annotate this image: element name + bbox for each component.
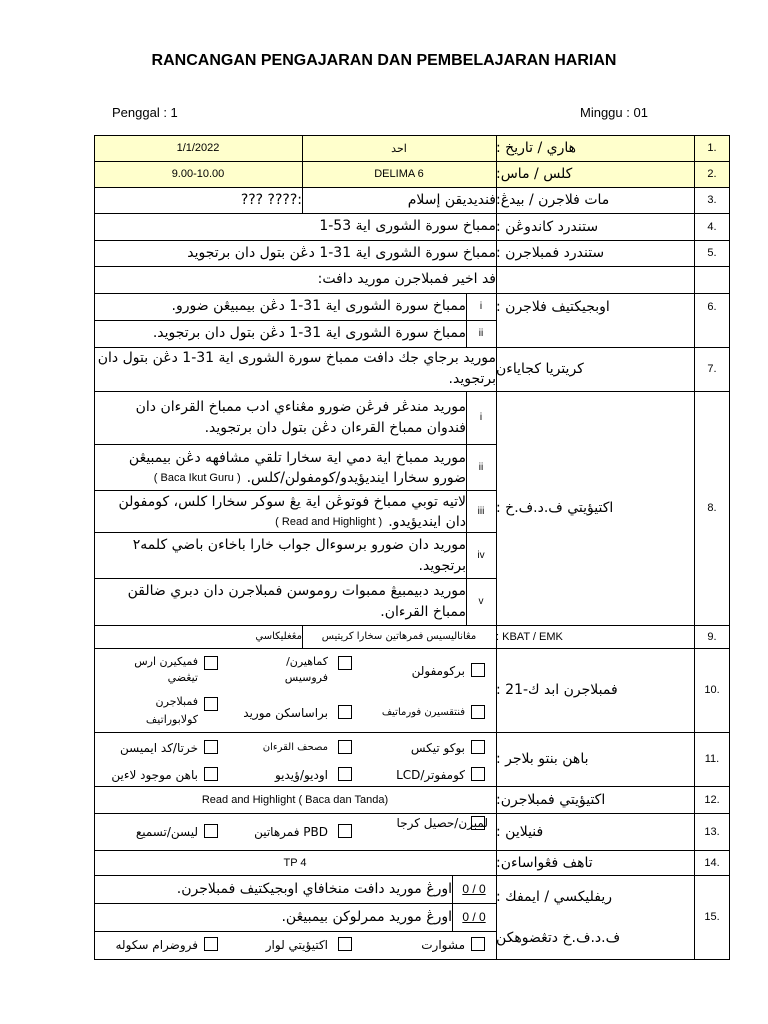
row13-label: فنيلاين : [496, 823, 544, 840]
activity-1-line2: فندوان ممباخ القرءان دڠن بتول دان برتجويد. [204, 420, 466, 436]
option-formative: فنتقسيرن فورماتيف [381, 707, 465, 718]
activity-roman-4: iv [477, 549, 485, 561]
activity-item-3 [94, 491, 474, 532]
class-value: DELIMA 6 [374, 168, 424, 180]
row15-label1: ريفليكسي / ايمفك : [496, 889, 613, 905]
row1-label: هاري / تاريخ : [496, 140, 577, 156]
option-school-program: فروضرام سكوله [115, 938, 198, 952]
option-chart-card: خرتا/كد ايميسن [120, 741, 198, 755]
row11-number: 11. [704, 753, 720, 765]
day-value: احد [391, 142, 407, 155]
row1-number: 1. [707, 142, 717, 154]
activity-roman-1: i [479, 412, 483, 423]
activity-4-line1: موريد دان ضورو برسوءال جواب خارا باخاءن باضي كلمه٢ [132, 536, 466, 553]
penggal-label: Penggal : 1 [112, 105, 178, 120]
row6-label: اوبجيكتيف فلاجرن : [496, 298, 610, 315]
option-audio-video: اوديو/ؤيديو [274, 768, 328, 782]
option-other-material: باهن موجود لاءين [111, 768, 198, 782]
row10-label: فمبلاجرن ابد ك-21 : [496, 682, 618, 698]
checkbox-formative[interactable] [471, 705, 485, 719]
kbat-application: مڠغليكاسي [255, 631, 302, 642]
row15-number: 15. [704, 911, 720, 923]
checkbox-computer-lcd[interactable] [471, 767, 485, 781]
row15-label2: ف.د.ف.خ دتڠضوهكن [496, 930, 621, 946]
activity-roman-2: ii [478, 461, 484, 473]
objective-item-1: ممباخ سورة الشورى اية 31-1 دڠن بيمبيڠن ضورو. [171, 298, 466, 314]
checkbox-student-based[interactable] [338, 705, 352, 719]
option-mushaf: مصحف القرءان [262, 742, 328, 753]
checkbox-outside-activity[interactable] [338, 937, 352, 951]
activity-roman-5: v [478, 596, 484, 607]
row2-label: كلس / ماس: [496, 166, 573, 182]
row4-number: 4. [707, 220, 717, 233]
activity-5-line1: موريد دبيمبيڠ ممبوات روموسن فمبلاجرن دان دبري ضالقن [127, 583, 466, 599]
row9-number: 9. [707, 630, 717, 643]
checkbox-observation-pbd[interactable] [338, 824, 352, 838]
checkbox-oral-recitation[interactable] [204, 824, 218, 838]
row8-label: اكتيؤيتي ف.د.ف.خ : [496, 500, 614, 516]
row9-label: KBAT / EMK : [496, 630, 563, 643]
activity-3-line2-wrap [275, 512, 466, 532]
row4-label: ستندرد كاندوڠن : [496, 218, 599, 235]
reflection-fraction-1: 0 / 0 [462, 882, 486, 896]
activity-4-line2: برتجويد. [418, 557, 466, 574]
minggu-label: Minggu : 01 [580, 105, 648, 120]
option-textbook: بوكو تيكس [410, 741, 465, 755]
checkbox-group-work[interactable] [471, 663, 485, 677]
activity-5-line2: ممباخ القرءان. [380, 604, 466, 620]
option-student-based: براساسكن موريد [243, 706, 328, 720]
subject-value: فنديديقن إسلام [407, 191, 496, 208]
option-discussion: مشوارت [421, 938, 465, 952]
option-group-work: بركومفولن [411, 664, 465, 678]
objective-intro: فد اخير فمبلاجرن موريد دافت: [317, 271, 496, 287]
row5-number: 5. [707, 247, 717, 259]
row12-label: اكتيؤيتي فمبلاجرن: [496, 791, 606, 808]
learning-standard: ممباخ سورة الشورى اية 31-1 دڠن بتول دان برتجويد [187, 244, 496, 261]
learning-activity: Read and Highlight ( Baca dan Tanda) [201, 793, 389, 806]
row11-label: باهن بنتو بلاجر : [496, 751, 589, 767]
option-outside-activity: اكتيؤيتي لوار [265, 938, 328, 952]
checkbox-textbook[interactable] [471, 740, 485, 754]
row3-number: 3. [707, 194, 717, 206]
checkbox-other-material[interactable] [204, 767, 218, 781]
option-hots: فميكيرن ارس تيڠضي [134, 655, 198, 684]
activity-2-line2: ضورو سخارا اينديؤيدو/كومفولن/كلس. [246, 469, 466, 486]
activity-2-line1: موريد ممباخ اية دمي اية سخارا تلقي مشافهه دڠن بيمبيڠن [128, 449, 466, 466]
reflection-line-1: اورڠ موريد دافت منخافاي اوبجيكتيف فمبلاجرن. [176, 880, 452, 897]
checkbox-collaborative[interactable] [204, 697, 218, 711]
reflection-line-2: اورڠ موريد ممرلوكن بيمبيڠن. [281, 908, 452, 925]
row2-number: 2. [707, 168, 717, 180]
row7-label: كريتريا كجاياءن [496, 361, 584, 377]
page-title: RANCANGAN PENGAJARAN DAN PEMBELAJARAN HARIAN [151, 52, 617, 69]
row13-number: 13. [704, 825, 720, 838]
row3-label: مات فلاجرن / بيدڠ: [496, 192, 610, 208]
topic-value: :???? ??? [240, 191, 302, 208]
objective-roman-1: i [479, 301, 483, 312]
row6-number: 6. [707, 300, 717, 313]
activity-roman-3: iii [477, 505, 485, 517]
checkbox-hots[interactable] [204, 656, 218, 670]
checkbox-discussion[interactable] [471, 937, 485, 951]
checkbox-skills-process[interactable] [338, 656, 352, 670]
activity-item-5 [94, 579, 474, 625]
activity-item-1 [94, 393, 474, 443]
activity-item-4 [94, 533, 474, 578]
activity-2-note: ( Baca Ikut Guru ) [153, 471, 241, 484]
row7-number: 7. [707, 363, 717, 375]
row5-label: ستندرد فمبلاجرن : [496, 245, 605, 261]
activity-3-note: ( Read and Highlight ) [275, 515, 383, 528]
row14-label: تاهف فڠواساءن: [496, 854, 593, 871]
activity-3-line1: لاتيه توبي ممباخ فوتوڠن اية يڠ سوكر سخارا كلس، كومفولن [118, 493, 466, 510]
option-computer-lcd: كومفوتر/LCD [396, 768, 465, 782]
activity-3-line2: دان اينديؤيدو. [388, 513, 466, 530]
activity-1-line1: موريد مندڠر فرڠن ضورو مڠناءي ادب ممباخ القرءان دان [135, 399, 466, 415]
content-standard: ممباخ سورة الشورى اية 53-1 [319, 218, 496, 234]
row10-number: 10. [704, 684, 720, 696]
success-criteria: موريد برجاي جك دافت ممباخ سورة الشورى اية 31-1 دڠن بتول دان برتجويد. [97, 350, 496, 387]
row8-number: 8. [707, 502, 717, 514]
time-value: 9.00-10.00 [171, 168, 225, 180]
date-value: 1/1/2022 [176, 142, 220, 154]
option-observation-pbd: PBD فمرهاتين [254, 825, 328, 839]
objective-item-2: ممباخ سورة الشورى اية 31-1 دڠن بتول دان برتجويد. [152, 325, 466, 341]
option-skills-process: كماهيرن/ فروسيس [284, 655, 328, 684]
reflection-fraction-2: 0 / 0 [462, 910, 486, 924]
activity-item-2 [94, 445, 474, 490]
option-worksheet: لمبرن/حصيل كرجا [396, 816, 488, 830]
checkbox-audio-video[interactable] [338, 767, 352, 781]
kbat-analysis: مڠاناليسيس فمرهاتين سخارا كريتيس [321, 631, 477, 642]
checkbox-chart-card[interactable] [204, 740, 218, 754]
lesson-plan-table [94, 135, 730, 959]
mastery-level: TP 4 [283, 856, 307, 869]
option-oral-recitation: ليسن/تسميع [135, 825, 198, 839]
row12-number: 12. [704, 793, 720, 806]
objective-roman-2: ii [478, 328, 484, 339]
row14-number: 14. [704, 856, 720, 869]
activity-2-line2-wrap [154, 468, 466, 488]
checkbox-mushaf[interactable] [338, 740, 352, 754]
checkbox-school-program[interactable] [204, 937, 218, 951]
option-collaborative: فمبلاجرن كولابوراتيف [145, 695, 198, 726]
